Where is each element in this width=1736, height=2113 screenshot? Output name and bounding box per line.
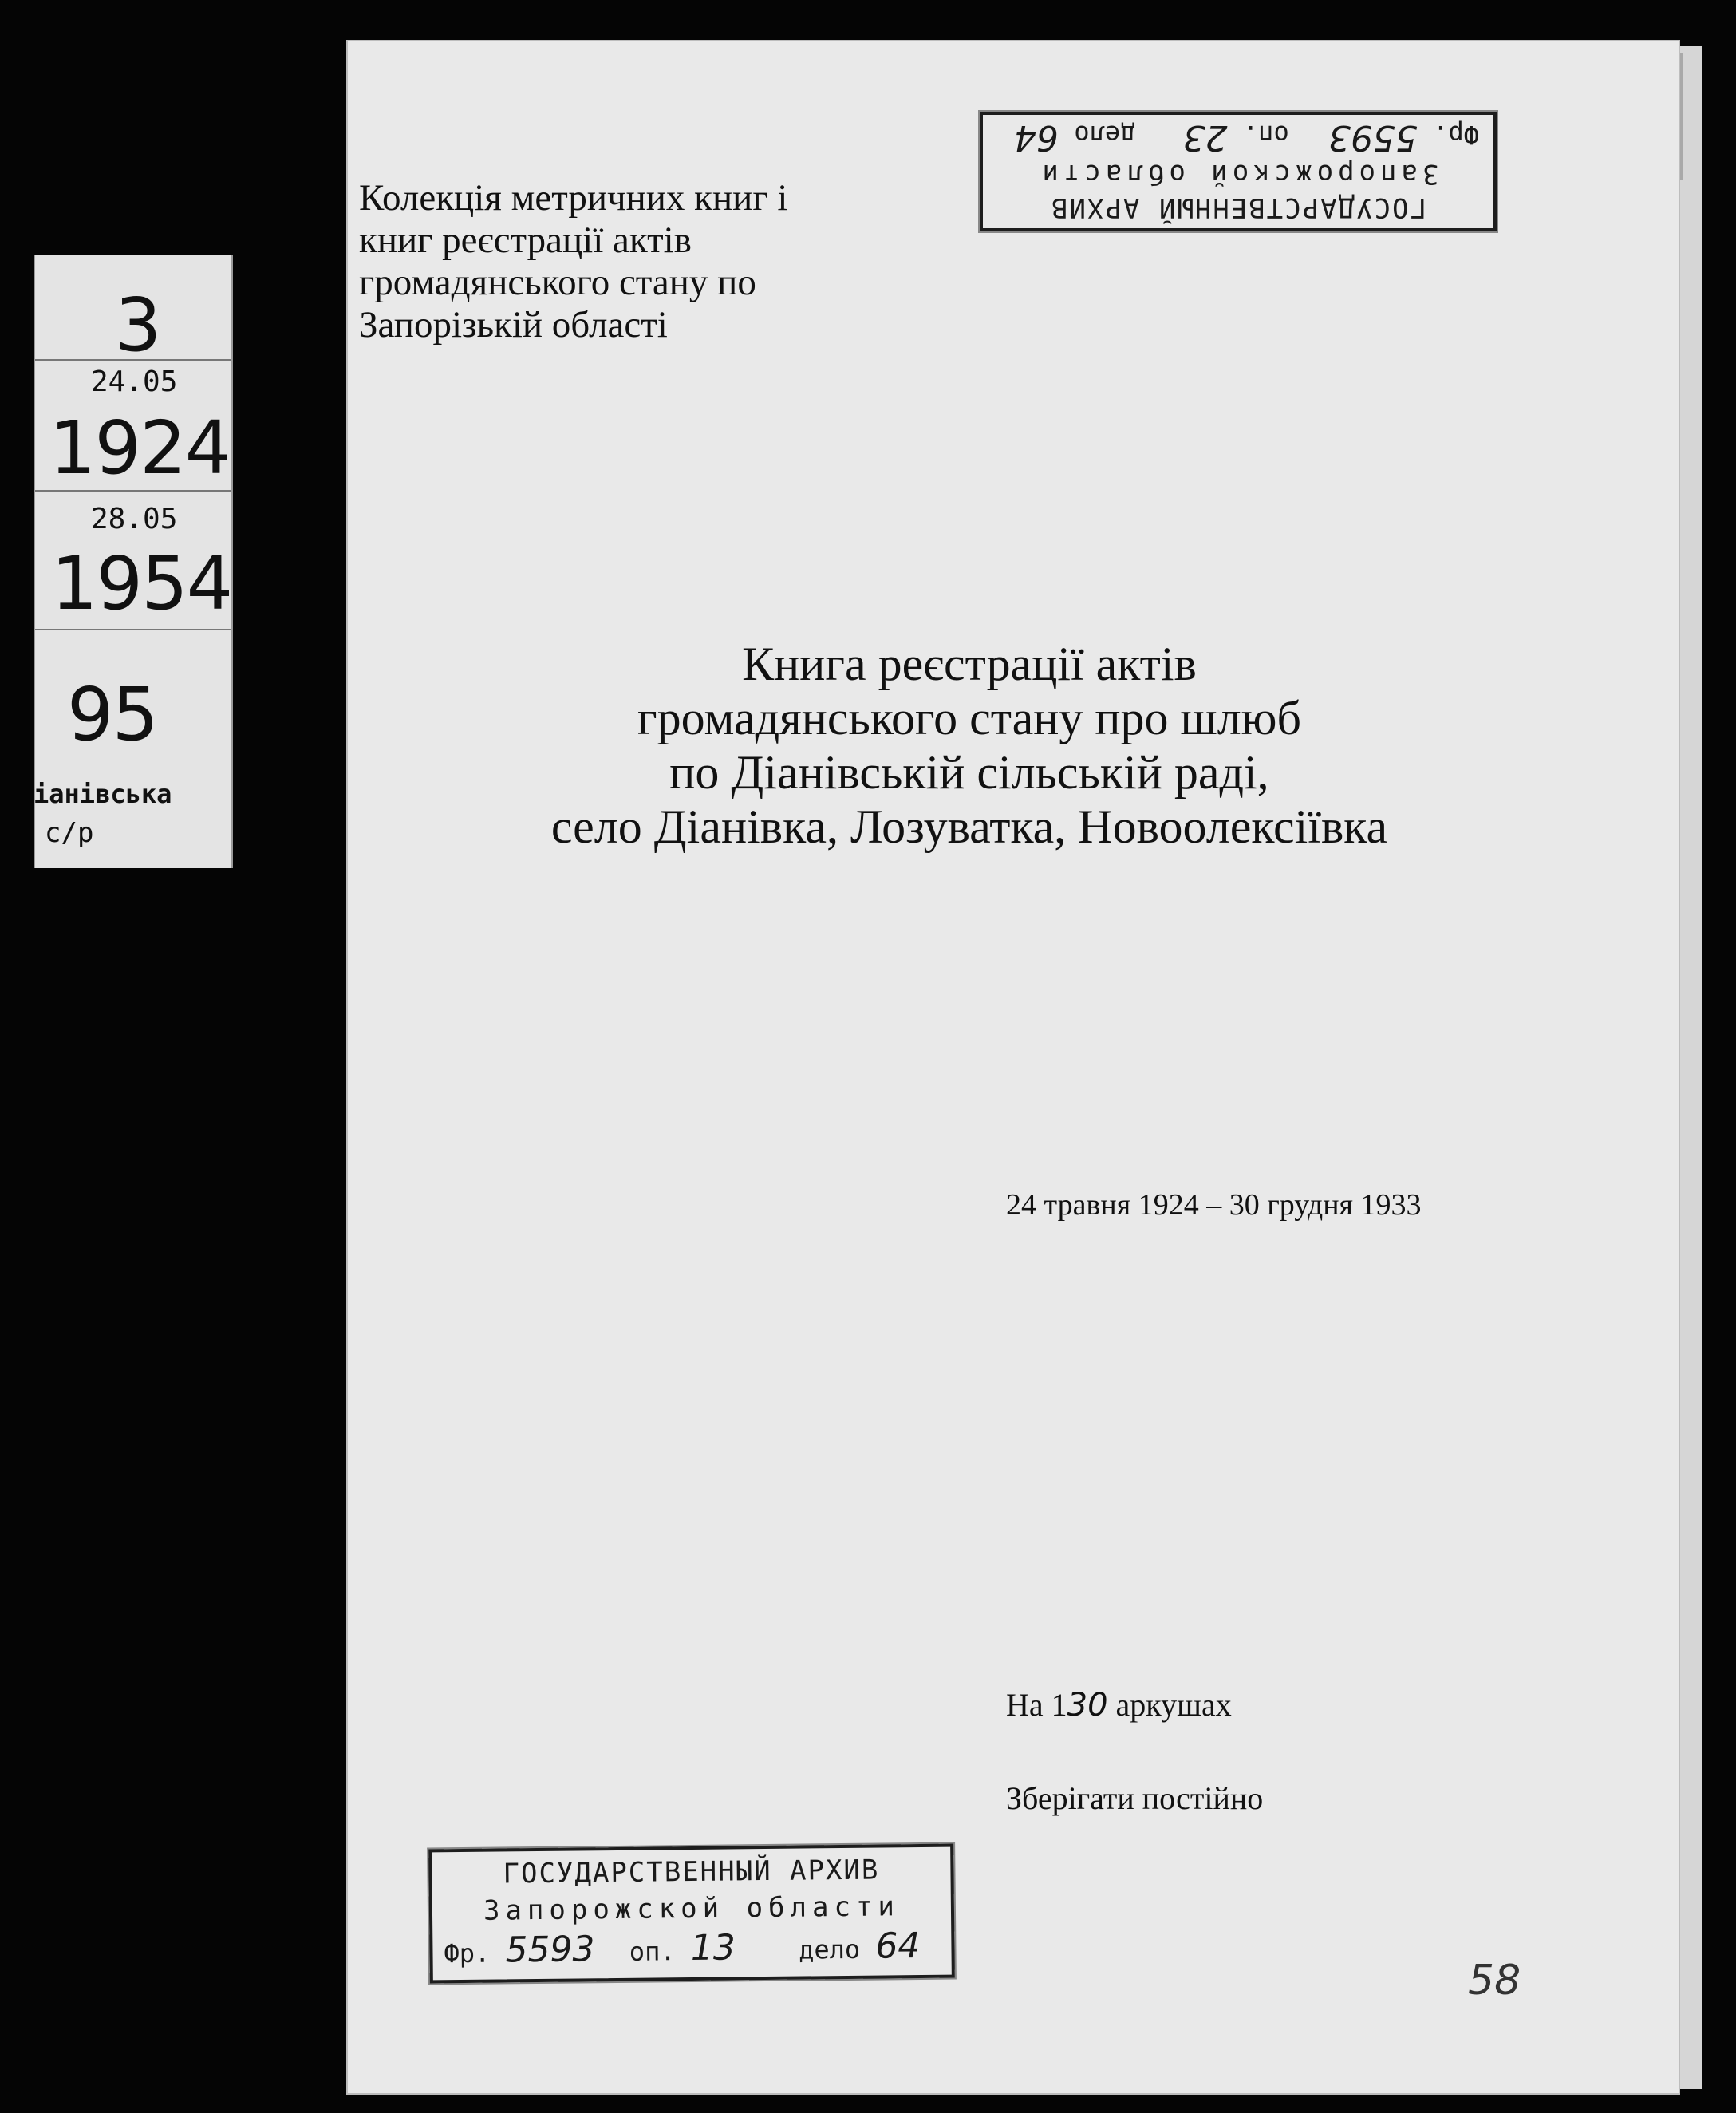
stamp-top-case-label: дело <box>1074 120 1136 150</box>
title-line: громадянського стану про шлюб <box>637 692 1302 744</box>
stamp-top-fund-label: Фр. <box>1433 120 1479 150</box>
spine-divider <box>35 490 231 492</box>
spine-start-date: 24.05 <box>91 365 178 398</box>
collection-line: громадянського стану по <box>359 262 756 303</box>
spine-case-number: 95 <box>67 672 158 757</box>
stamp-bottom-case-label: дело <box>798 1933 861 1965</box>
archive-stamp-bottom <box>428 1844 955 1984</box>
spine-end-date: 28.05 <box>91 503 178 535</box>
stamp-top-archive-name: ГОСУДАРСТВЕННЫЙ АРХИВ <box>1050 192 1426 223</box>
stamp-bottom-fund-label: Фр. <box>444 1937 491 1969</box>
collection-line: Колекція метричних книг і <box>359 177 788 219</box>
collection-line: книг реєстрації актів <box>359 219 692 261</box>
collection-heading <box>359 177 787 346</box>
sheet-count <box>1006 1686 1232 1724</box>
date-range: 24 травня 1924 – 30 грудня 1933 <box>1006 1188 1422 1222</box>
stamp-bottom-references <box>432 1925 951 1972</box>
stamp-bottom-case: 64 <box>875 1925 921 1967</box>
stamp-top-inventory-label: оп. <box>1242 120 1289 150</box>
retention-note: Зберігати постійно <box>1006 1780 1264 1816</box>
folio-number: 58 <box>1468 1957 1521 2004</box>
spine-divider <box>35 359 231 361</box>
stamp-top-inventory: 23 <box>1182 117 1228 158</box>
spine-end-year: 1954 <box>51 541 232 626</box>
stamp-bottom-archive-name: ГОСУДАРСТВЕННЫЙ АРХИВ <box>503 1854 880 1890</box>
title-line: Книга реєстрації актів <box>742 638 1197 690</box>
sheet-count-prefix: На 1 <box>1006 1687 1067 1723</box>
sheet-count-suffix: аркушах <box>1107 1687 1232 1723</box>
stamp-bottom-fund: 5593 <box>505 1929 595 1971</box>
stamp-bottom-inventory: 13 <box>690 1927 736 1969</box>
title-line: по Діанівській сільській раді, <box>669 746 1269 799</box>
sheet-edge <box>1680 46 1702 2089</box>
spine-council-line1: іанівська <box>34 779 172 809</box>
spine-label <box>34 255 233 868</box>
title-line: село Діанівка, Лозуватка, Новоолексіївка <box>550 800 1388 853</box>
archive-stamp-top <box>980 112 1497 231</box>
spine-council-line2: с/р <box>45 817 94 849</box>
stamp-top-fund: 5593 <box>1328 117 1418 158</box>
spine-number: 3 <box>115 282 160 368</box>
sheet-count-handwritten: 30 <box>1067 1687 1108 1724</box>
spine-divider <box>35 629 231 630</box>
document-title <box>447 637 1492 854</box>
collection-line: Запорізькій області <box>359 304 668 346</box>
spine-start-year: 1924 <box>49 405 231 491</box>
stamp-top-references <box>983 117 1493 158</box>
stamp-bottom-inventory-label: оп. <box>629 1936 676 1967</box>
stamp-top-case: 64 <box>1014 117 1059 158</box>
stamp-top-region: Запорожской области <box>1037 158 1439 190</box>
stamp-bottom-region: Запорожской области <box>483 1890 901 1927</box>
